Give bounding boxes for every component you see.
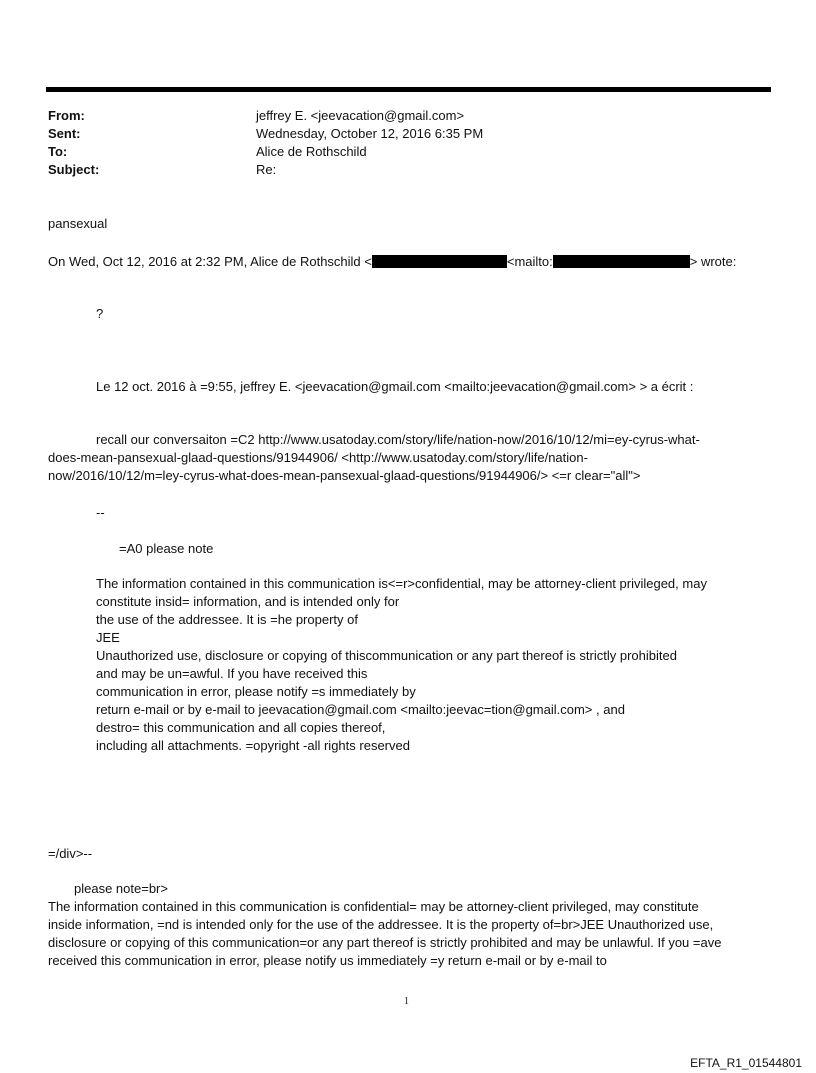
document-id: EFTA_R1_01544801 <box>690 1056 802 1070</box>
quote-intro-end: > wrote: <box>689 254 737 269</box>
to-label: To: <box>48 144 68 159</box>
from-value: jeffrey E. <jeevacation@gmail.com> <box>256 108 465 123</box>
disclaimer-line: including all attachments. =opyright -all rights reserved <box>96 738 410 753</box>
disclaimer-line: JEE <box>96 630 120 645</box>
please-note-2: please note=br> <box>74 881 168 896</box>
french-intro: Le 12 oct. 2016 à =9:55, jeffrey E. <jeevacation@gmail.com <mailto:jeevacation@gmail.com> > a écrit : <box>96 379 694 394</box>
subject-value: Re: <box>256 162 277 177</box>
to-value: Alice de Rothschild <box>256 144 367 159</box>
disclaimer-line: Unauthorized use, disclosure or copying of thiscommunication or any part thereof is strictly prohibited <box>96 648 677 663</box>
disclaimer-line: and may be un=awful. If you have received this <box>96 666 368 681</box>
page-number: 1 <box>404 996 409 1007</box>
disclaimer-2-line: received this communication in error, please notify us immediately =y return e-mail or by e-mail to <box>48 953 607 968</box>
quote-intro-start: On Wed, Oct 12, 2016 at 2:32 PM, Alice de Rothschild < <box>48 254 372 269</box>
recall-line-1: recall our conversaiton =C2 http://www.usatoday.com/story/life/nation-now/2016/10/12/mi=ey-cyrus-what- <box>96 432 700 447</box>
reply-text: pansexual <box>48 216 108 231</box>
question-text: ? <box>96 306 104 321</box>
recall-line-2: does-mean-pansexual-glaad-questions/91944906/ <http://www.usatoday.com/story/life/nation- <box>48 450 588 465</box>
disclaimer-2-line: inside information, =nd is intended only for the use of the addressee. It is the property of=br>JEE Unauthorized use, <box>48 917 714 932</box>
please-note-1: =A0 please note <box>119 541 214 556</box>
disclaimer-2-line: disclosure or copying of this communication=or any part thereof is strictly prohibited and may be unlawful. If you =ave <box>48 935 722 950</box>
disclaimer-line: The information contained in this communication is<=r>confidential, may be attorney-client privileged, may <box>96 576 707 591</box>
subject-label: Subject: <box>48 162 100 177</box>
quote-intro-mailto: <mailto: <box>506 254 553 269</box>
disclaimer-line: destro= this communication and all copies thereof, <box>96 720 386 735</box>
recall-line-3: now/2016/10/12/m=ley-cyrus-what-does-mean-pansexual-glaad-questions/91944906/> <=r clear="all"> <box>48 468 641 483</box>
disclaimer-2-line: The information contained in this communication is confidential= may be attorney-client privileged, may constitute <box>48 899 699 914</box>
disclaimer-line: the use of the addressee. It is =he property of <box>96 612 358 627</box>
sent-label: Sent: <box>48 126 81 141</box>
disclaimer-line: return e-mail or by e-mail to jeevacation@gmail.com <mailto:jeevac=tion@gmail.com> , and <box>96 702 625 717</box>
quote-intro <box>48 253 736 271</box>
redaction-box <box>372 255 507 268</box>
div-close-text: =/div>-- <box>48 846 93 861</box>
from-label: From: <box>48 108 85 123</box>
redaction-box <box>553 255 690 268</box>
sent-value: Wednesday, October 12, 2016 6:35 PM <box>256 126 484 141</box>
disclaimer-line: communication in error, please notify =s immediately by <box>96 684 416 699</box>
disclaimer-line: constitute insid= information, and is intended only for <box>96 594 400 609</box>
signature-dashes: -- <box>96 505 105 520</box>
header-rule <box>46 87 771 92</box>
